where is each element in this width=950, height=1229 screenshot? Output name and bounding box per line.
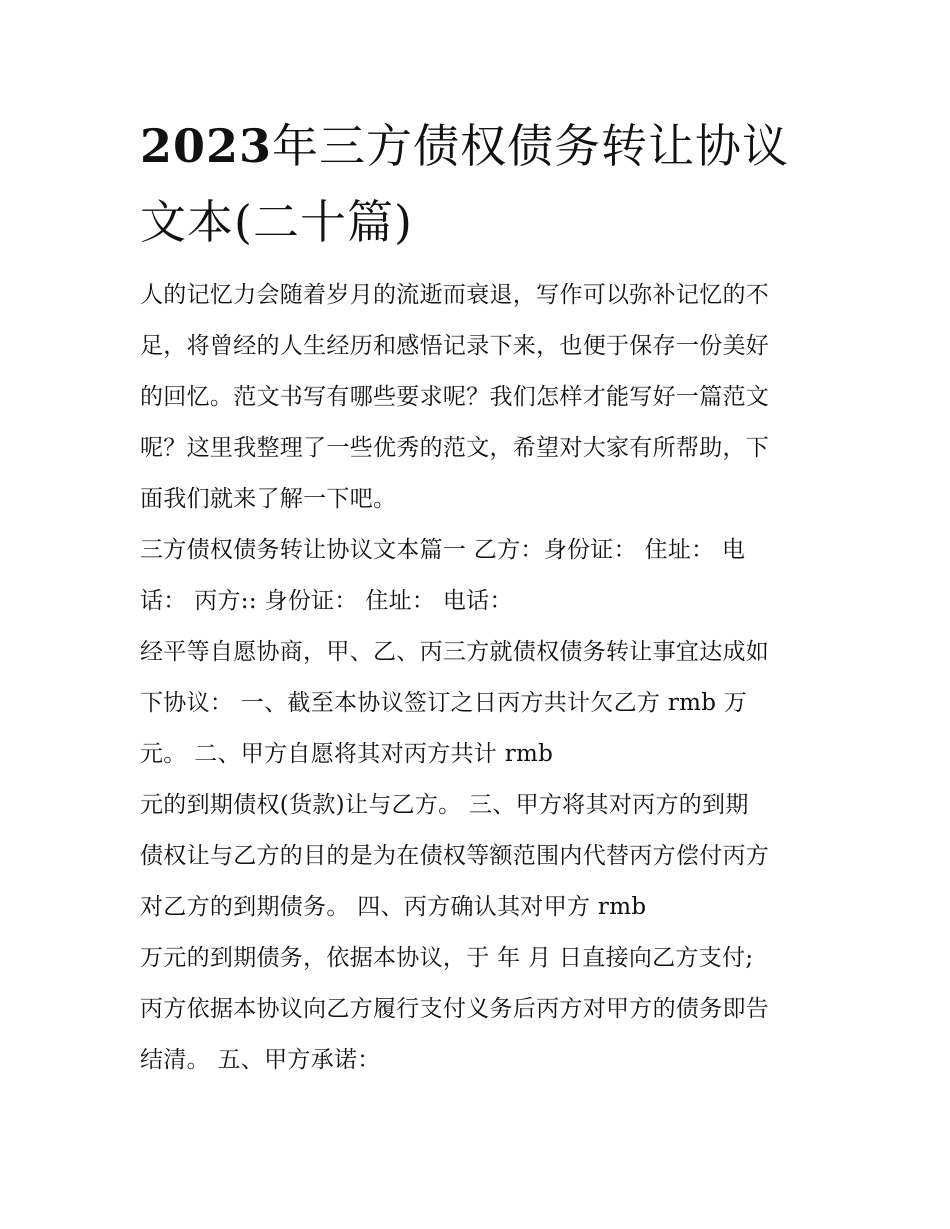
body-line: 万元的到期债务，依据本协议，于 年 月 日直接向乙方支付; [140,945,754,971]
body-line: 足，将曾经的人生经历和感悟记录下来，也便于保存一份美好 [140,333,770,359]
body-line: 呢？这里我整理了一些优秀的范文，希望对大家有所帮助，下 [140,435,770,461]
title-text: 年三方债权债务转让协议 [272,119,790,173]
document-content [140,108,820,1086]
body-line: 对乙方的到期债务。 四、丙方确认其对甲方 rmb [140,894,647,920]
body-line: 经平等自愿协商，甲、乙、丙三方就债权债务转让事宜达成如 [140,639,770,665]
title-line-2 [140,184,820,260]
document-body [140,270,820,1086]
document-title [140,108,820,260]
title-year: 2023 [140,119,273,173]
body-line: 下协议： 一、截至本协议签订之日丙方共计欠乙方 rmb 万 [140,690,748,716]
body-line: 人的记忆力会随着岁月的流逝而衰退，写作可以弥补记忆的不 [140,282,770,308]
body-line: 丙方依据本协议向乙方履行支付义务后丙方对甲方的债务即告 [140,996,770,1022]
body-line: 的回忆。范文书写有哪些要求呢？我们怎样才能写好一篇范文 [140,384,770,410]
body-line: 元的到期债权(货款)让与乙方。 三、甲方将其对丙方的到期 [140,792,749,818]
body-line: 元。 二、甲方自愿将其对丙方共计 rmb [140,741,554,767]
title-text: 文本(二十篇) [140,195,413,249]
title-line-1 [140,108,820,184]
body-line: 债权让与乙方的目的是为在债权等额范围内代替丙方偿付丙方 [140,843,770,869]
body-line: 话： 丙方:: 身份证： 住址： 电话： [140,588,513,614]
body-line: 面我们就来了解一下吧。 [140,486,397,512]
body-line: 三方债权债务转让协议文本篇一 乙方：身份证： 住址： 电 [140,537,746,563]
body-line: 结清。 五、甲方承诺： [140,1047,381,1073]
